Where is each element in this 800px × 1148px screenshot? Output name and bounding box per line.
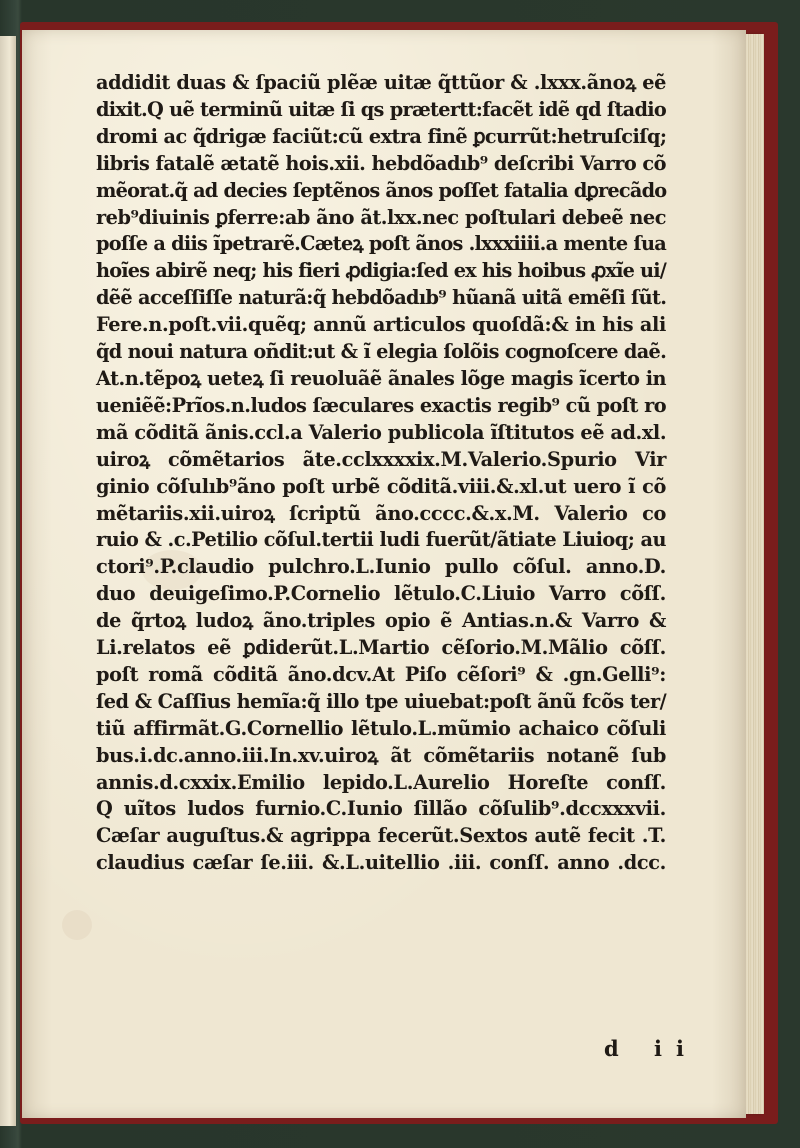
text-line: addidit duas & ſpaciũ plẽæ uitæ q̃ttũor & .lxxx.ãnoꝝ eẽ <box>96 71 667 94</box>
text-line: dixit.Q uẽ terminũ uitæ ſi qs prætertt:facẽt idẽ qd ſtadio <box>96 97 667 121</box>
text-line: q̃d noui natura oñdit:ut & ĩ elegia ſolõis cognoſcere daẽ. <box>96 340 667 364</box>
text-line: ſed & Caſſius hemĩa:q̃ illo tpe uiuebat:poſt ãnũ fcõs ter/ <box>96 689 667 713</box>
text-line: hoĩes abirẽ neq; his fieri ꝓdigia:ſed ex his hoibus ꝓxĩe ui/ <box>96 259 666 283</box>
page-fore-edge <box>744 34 764 1114</box>
text-line: libris fatalẽ ætatẽ hois.xii. hebdõadıb⁹ deſcribi Varro cõ <box>96 151 666 175</box>
text-line: mã cõditã ãnis.ccl.a Valerio publicola ĩſtitutos eẽ ad.xl. <box>96 420 667 444</box>
text-line: Fere.n.poſt.vii.quẽq; annũ articulos quoſdã:& in his ali <box>96 313 666 337</box>
text-line: tiũ affirmãt.G.Cornellio lẽtulo.L.mũmio achaico cõſuli <box>96 716 666 740</box>
text-line: mẽorat.q̃ ad decies ſeptẽnos ãnos poſſet fatalia dꝑrecãdo <box>96 178 667 202</box>
text-line: Li.relatos eẽ ꝑdiderũt.L.Martio cẽſorio.M.Mãlio cõſſ. <box>96 636 666 660</box>
text-line: Q uĩtos ludos furnio.C.Iunio ſillão cõſulib⁹.dccxxxvii. <box>96 797 666 821</box>
binding-edge <box>0 36 16 1126</box>
text-line: poſſe a diis ĩpetrarẽ.Cæteꝝ poſt ãnos .lxxxiiii.a mente ſua <box>96 232 666 256</box>
text-line: dẽẽ acceſſiſſe naturã:q̃ hebdõadıb⁹ hũanã uitã emẽſi ſũt. <box>96 286 667 310</box>
text-line: ruio & .c.Petilio cõſul.tertii ludi fuerũt/ãtiate Liuioq; au <box>96 528 666 552</box>
text-line: uiroꝝ cõmẽtarios ãte.cclxxxxix.M.Valerio.Spurio Vir <box>96 447 666 471</box>
text-line: ginio cõſulıb⁹ãno poſt urbẽ cõditã.viii.&.xl.ut uero ĩ cõ <box>96 474 666 498</box>
text-line: mẽtariis.xii.uiroꝝ ſcriptũ ãno.cccc.&.x.M. Valerio co <box>96 501 666 525</box>
text-line: bus.i.dc.anno.iii.In.xv.uiroꝝ ãt cõmẽtariis notanẽ ſub <box>96 743 666 767</box>
text-line: ctori⁹.P.claudio pulchro.L.Iunio pullo cõſul. anno.D. <box>96 555 666 579</box>
text-line: de q̃rtoꝝ ludoꝝ ãno.triples opio ẽ Antias.n.& Varro & <box>96 609 666 633</box>
text-line: At.n.tẽpoꝝ ueteꝝ ſi reuoluãẽ ãnales lõge magis ĩcerto in <box>96 366 667 390</box>
text-line: ueniẽẽ:Prĩos.n.ludos ſæculares exactis regib⁹ cũ poſt ro <box>96 393 667 417</box>
text-line: claudius cæſar ſe.iii. &.L.uitellio .iii. conſſ. anno .dcc. <box>96 851 666 875</box>
body-text <box>96 70 666 877</box>
signature-mark: d ii <box>604 1036 698 1061</box>
text-line: Cæſar auguſtus.& agrippa fecerũt.Sextos autẽ fecit .T. <box>96 824 666 848</box>
text-line: poſt romã cõditã ãno.dcv.At Piſo cẽſori⁹ & .gn.Gelli⁹: <box>96 662 666 686</box>
text-line: dromi ac q̃drigæ faciũt:cũ extra finẽ ꝑcurrũt:hetruſciſq; <box>96 124 667 148</box>
text-line: annis.d.cxxix.Emilio lepido.L.Aurelio Horeſte conſſ. <box>96 770 666 794</box>
paper-stain <box>62 910 92 940</box>
text-line: duo deuigeſimo.P.Cornelio lẽtulo.C.Liuio Varro cõſſ. <box>96 582 666 606</box>
text-line: reb⁹diuinis ꝑferre:ab ãno ãt.lxx.nec poſtulari debeẽ nec <box>96 205 666 229</box>
